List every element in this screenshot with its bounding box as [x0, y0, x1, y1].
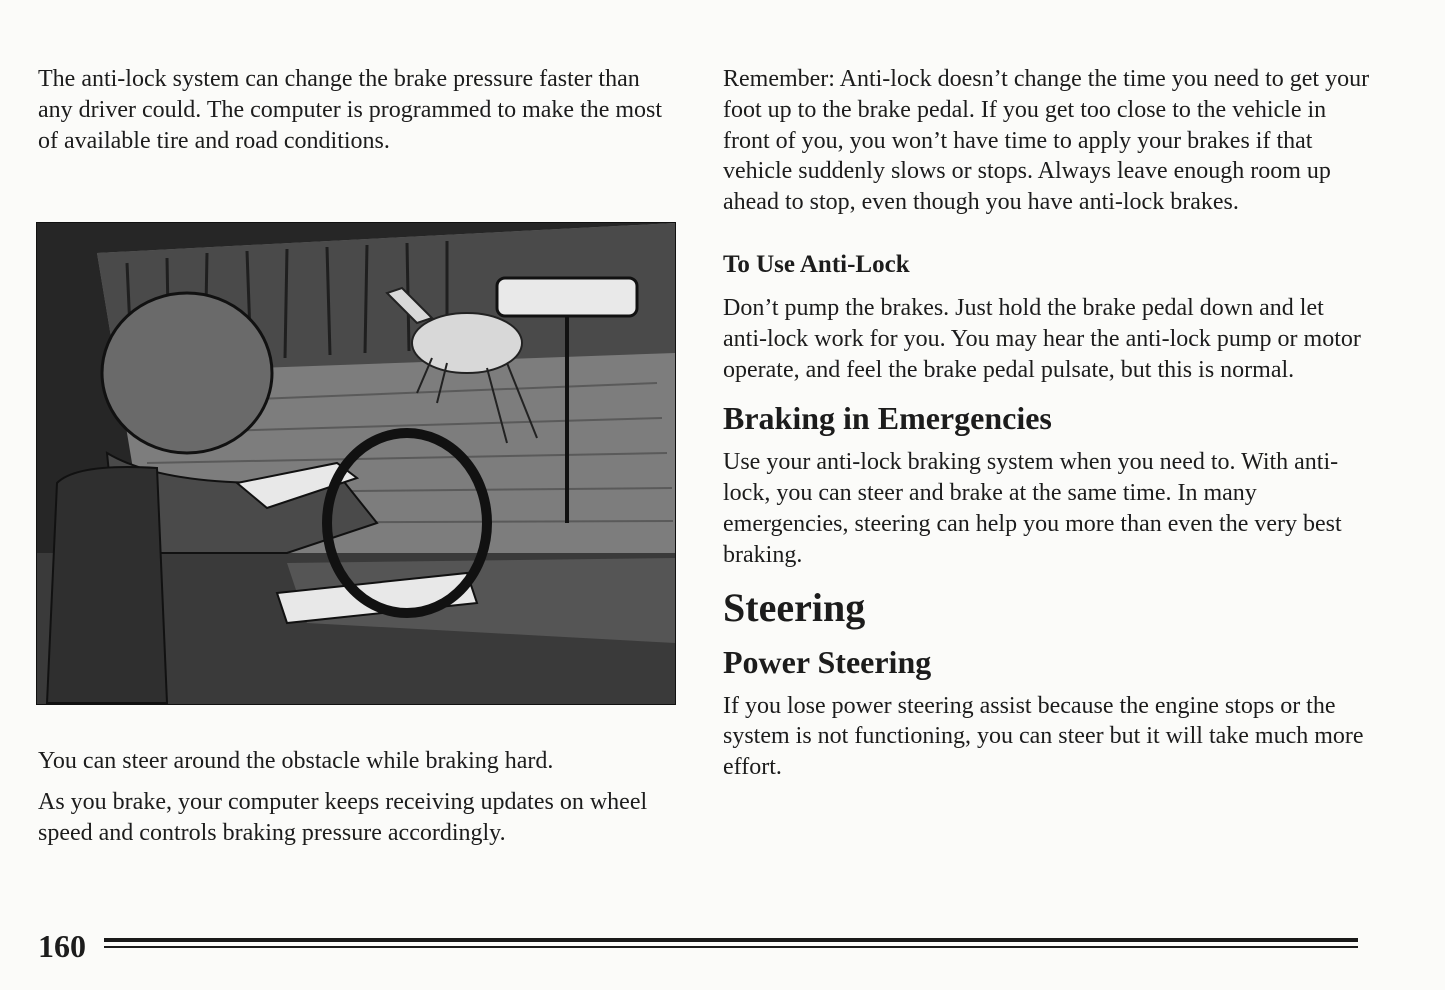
steering-heading: Steering [723, 584, 866, 630]
page-number: 160 [38, 928, 86, 964]
power-steering-heading: Power Steering [723, 643, 932, 680]
illustration-caption: You can steer around the obstacle while braking hard. [38, 748, 554, 774]
right-column [723, 64, 1373, 783]
remember-paragraph: Remember: Anti-lock doesn’t change the time you need to get your foot up to the brake pedal. If you get too close to the vehicle in front of you, you won’t have time to apply your brakes if that vehicle suddenly slows or stops. Always leave enough room up ahead to stop, even though you have anti-lock brakes. [723, 66, 1370, 216]
left-column [38, 64, 678, 156]
braking-emergencies-heading: Braking in Emergencies [723, 400, 1052, 437]
power-steering-paragraph: If you lose power steering assist because the engine stops or the system is not functioning, you can steer but it will take much more effort. [723, 692, 1364, 781]
driver-deer-illustration [36, 222, 676, 705]
footer-rule [104, 938, 1358, 949]
left-lower-text [38, 746, 688, 858]
intro-paragraph: The anti-lock system can change the brake pressure faster than any driver could. The computer is programmed to make the most of available tire and road conditions. [38, 66, 663, 154]
page-footer [38, 924, 1358, 968]
wheel-speed-paragraph: As you brake, your computer keeps receiving updates on wheel speed and controls braking pressure accordingly. [38, 788, 648, 846]
to-use-anti-lock-heading: To Use Anti-Lock [723, 250, 910, 278]
braking-emergencies-paragraph: Use your anti-lock braking system when you need to. With anti-lock, you can steer and brake at the same time. In many emergencies, steering can help you more than even the very best braking. [723, 449, 1342, 568]
to-use-anti-lock-paragraph: Don’t pump the brakes. Just hold the brake pedal down and let anti-lock work for you. You may hear the anti-lock pump or motor operate, and feel the brake pedal pulsate, but this is normal. [723, 294, 1361, 383]
